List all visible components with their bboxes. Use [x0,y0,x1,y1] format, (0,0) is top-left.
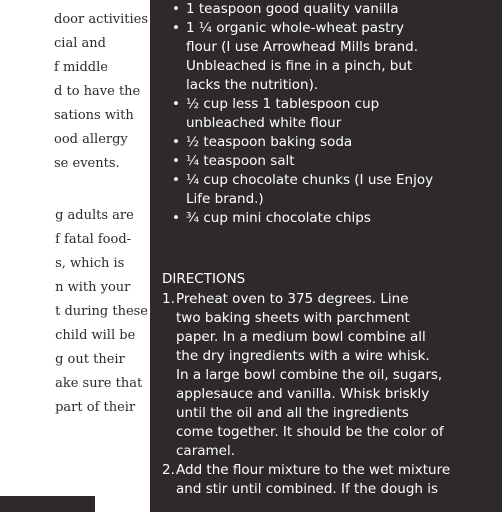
ingredient-text: lacks the nutrition). [186,77,319,93]
article-line: part of their [55,400,136,415]
article-line: cial and [54,36,106,51]
bullet-icon: • [172,210,180,226]
step-text: come together. It should be the color of [176,424,444,440]
article-line: se events. [54,156,120,171]
article-line: f middle [54,60,108,75]
bullet-icon: • [172,96,180,112]
step-text: until the oil and all the ingredients [176,405,409,421]
step-text: paper. In a medium bowl combine all [176,329,426,345]
ingredient-item [170,0,495,19]
step-text: two baking sheets with parchment [176,310,410,326]
ingredients-list [170,0,495,228]
ingredient-item [170,171,495,209]
bullet-icon: • [172,1,180,17]
step-text: the dry ingredients with a wire whisk. [176,348,430,364]
ingredient-text: ½ cup less 1 tablespoon cup [186,96,380,112]
article-line: d to have the [54,84,141,99]
ingredient-text: ¼ teaspoon salt [186,153,295,169]
step-text: applesauce and vanilla. Whisk briskly [176,386,430,402]
ingredient-item [170,209,495,228]
article-text-column [0,0,150,512]
step-text: Add the flour mixture to the wet mixture [176,462,451,478]
article-line: ood allergy [54,132,128,147]
article-paragraph [55,204,148,420]
article-line: g out their [55,352,125,367]
recipe-panel [150,0,502,512]
article-line: g adults are [55,208,134,223]
article-line: s, which is [55,256,125,271]
article-line: t during these [55,304,148,319]
step-text: In a large bowl combine the oil, sugars, [176,367,443,383]
bullet-icon: • [172,153,180,169]
article-line: door activities [54,12,148,27]
directions-list [162,290,497,499]
bullet-icon: • [172,172,180,188]
step-number: 1. [162,291,175,307]
article-line: sations with [54,108,134,123]
bullet-icon: • [172,134,180,150]
ingredient-text: ¾ cup mini chocolate chips [186,210,371,226]
article-line: n with your [55,280,131,295]
bullet-icon: • [172,20,180,36]
step-text: and stir until combined. If the dough is [176,481,439,497]
sidebar-block [0,496,95,512]
ingredient-text: ½ teaspoon baking soda [186,134,353,150]
ingredient-text: 1 ¼ organic whole-wheat pastry [186,20,404,36]
ingredient-text: ¼ cup chocolate chunks (I use Enjoy [186,172,434,188]
ingredient-item [170,19,495,95]
article-line: ake sure that [55,376,143,391]
ingredient-text: unbleached white flour [186,115,342,131]
ingredient-text: Life brand.) [186,191,264,207]
ingredient-item [170,133,495,152]
step-text: caramel. [176,443,236,459]
article-paragraph [54,8,148,176]
ingredient-item [170,152,495,171]
ingredient-text: 1 teaspoon good quality vanilla [186,1,399,17]
ingredient-text: flour (I use Arrowhead Mills brand. [186,39,419,55]
step-text: Preheat oven to 375 degrees. Line [176,291,409,307]
direction-step [162,461,497,499]
ingredient-text: Unbleached is fine in a pinch, but [186,58,413,74]
direction-step [162,290,497,461]
article-line: f fatal food- [55,232,132,247]
directions-heading: DIRECTIONS [162,271,246,287]
step-number: 2. [162,462,175,478]
article-line: child will be [55,328,136,343]
ingredient-item [170,95,495,133]
